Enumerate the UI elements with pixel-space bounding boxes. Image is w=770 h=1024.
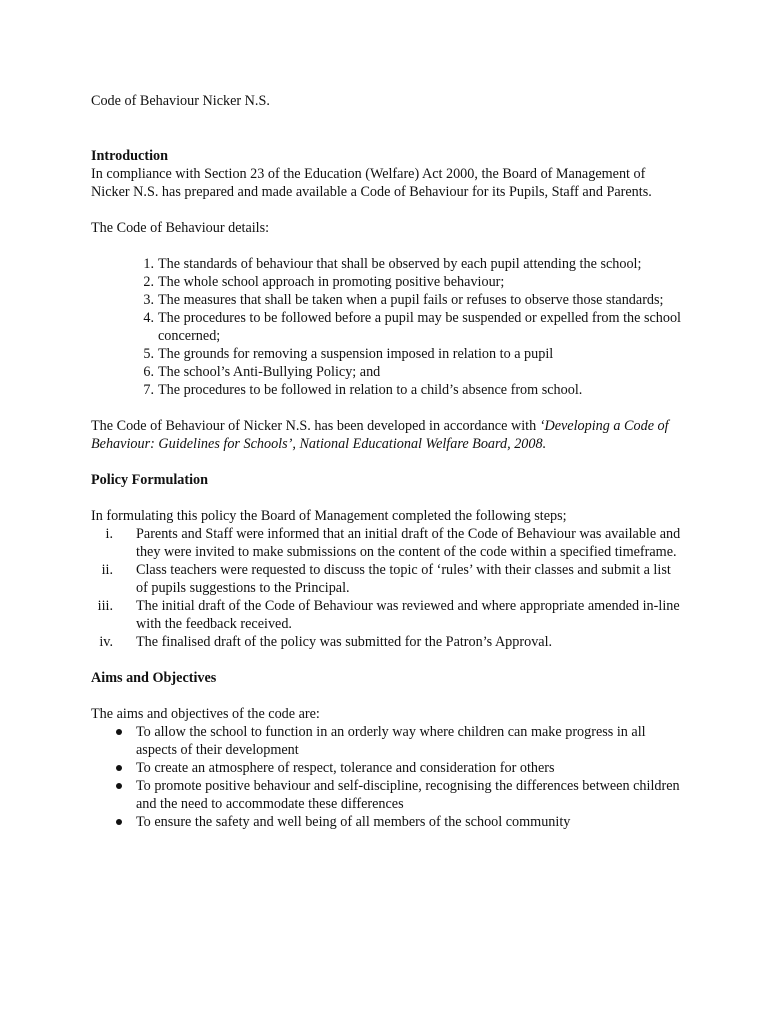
document-page: [91, 92, 681, 831]
list-item: [91, 777, 681, 813]
list-marker: iv.: [99, 634, 113, 650]
list-marker: i.: [105, 526, 113, 542]
document-title: Code of Behaviour Nicker N.S.: [91, 93, 270, 109]
list-item-text: To allow the school to function in an orderly way where children can make progress in all aspects of their development: [136, 724, 646, 758]
list-item: [91, 345, 681, 363]
list-item-text: The initial draft of the Code of Behaviour was reviewed and where appropriate amended in-line with the feedback received.: [136, 598, 680, 632]
list-item-text: To promote positive behaviour and self-discipline, recognising the differences between children and the need to accommodate these differences: [136, 778, 680, 812]
list-item-text: The standards of behaviour that shall be observed by each pupil attending the school;: [158, 256, 642, 272]
list-marker: 5.: [143, 346, 154, 362]
list-item: [91, 561, 681, 597]
guidelines-reference: ‘Developing a Code of Behaviour: Guidelines for Schools’, National Educational Welfare Board, 2008.: [91, 418, 669, 452]
list-item-text: The finalised draft of the policy was submitted for the Patron’s Approval.: [136, 634, 553, 650]
list-item: [91, 255, 681, 273]
bullet-icon: [116, 729, 122, 735]
list-item: [91, 633, 681, 651]
list-item: [91, 813, 681, 831]
list-marker: 2.: [143, 274, 154, 290]
introduction-heading: Introduction: [91, 148, 168, 164]
aims-list: [91, 723, 681, 831]
list-marker: 3.: [143, 292, 154, 308]
list-marker: 7.: [143, 382, 154, 398]
list-item: [91, 525, 681, 561]
bullet-icon: [116, 783, 122, 789]
list-item: [91, 309, 681, 345]
list-item-text: The school’s Anti-Bullying Policy; and: [158, 364, 381, 380]
list-item-text: The procedures to be followed in relation to a child’s absence from school.: [158, 382, 583, 398]
list-item: [91, 597, 681, 633]
aims-heading: Aims and Objectives: [91, 670, 217, 686]
list-item-text: Parents and Staff were informed that an initial draft of the Code of Behaviour was available and they were invited to make submissions on the content of the code within a specified timeframe.: [136, 526, 681, 560]
list-item-text: The whole school approach in promoting positive behaviour;: [158, 274, 505, 290]
policy-steps-list: [91, 525, 681, 651]
list-item: [91, 381, 681, 399]
list-item-text: Class teachers were requested to discuss the topic of ‘rules’ with their classes and submit a list of pupils suggestions to the Principal.: [136, 562, 671, 596]
list-marker: 4.: [143, 310, 154, 326]
policy-lead: In formulating this policy the Board of Management completed the following steps;: [91, 508, 567, 524]
bullet-icon: [116, 765, 122, 771]
list-item: [91, 273, 681, 291]
list-item-text: The procedures to be followed before a pupil may be suspended or expelled from the school concerned;: [158, 310, 681, 344]
list-marker: iii.: [97, 598, 113, 614]
list-marker: 6.: [143, 364, 154, 380]
list-item-text: To ensure the safety and well being of all members of the school community: [136, 814, 571, 830]
list-item: [91, 759, 681, 777]
introduction-paragraph: In compliance with Section 23 of the Education (Welfare) Act 2000, the Board of Management of Nicker N.S. has prepared and made available a Code of Behaviour for its Pupils, Staff and Parents.: [91, 166, 652, 200]
list-marker: 1.: [143, 256, 154, 272]
policy-heading: Policy Formulation: [91, 472, 209, 488]
list-item-text: The grounds for removing a suspension imposed in relation to a pupil: [158, 346, 554, 362]
details-list: [91, 255, 681, 399]
list-item: [91, 291, 681, 309]
list-item: [91, 363, 681, 381]
aims-lead: The aims and objectives of the code are:: [91, 706, 320, 722]
list-item-text: The measures that shall be taken when a pupil fails or refuses to observe those standards;: [158, 292, 664, 308]
details-lead: The Code of Behaviour details:: [91, 220, 270, 236]
list-item-text: To create an atmosphere of respect, tolerance and consideration for others: [136, 760, 555, 776]
developed-paragraph: [91, 417, 681, 453]
developed-text: The Code of Behaviour of Nicker N.S. has been developed in accordance with: [91, 418, 540, 434]
bullet-icon: [116, 819, 122, 825]
list-item: [91, 723, 681, 759]
list-marker: ii.: [101, 562, 113, 578]
